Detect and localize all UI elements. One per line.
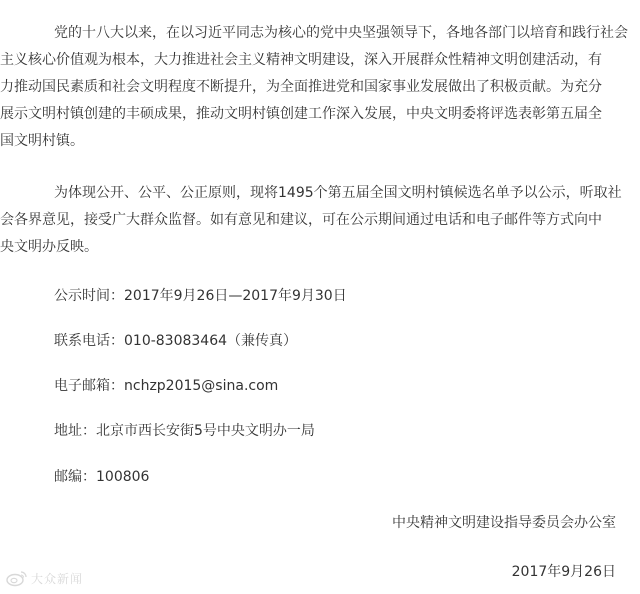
text-line: 党的十八大以来，在以习近平同志为核心的党中央坚强领导下，各地各部门以培育和践行社会 bbox=[54, 25, 628, 41]
contact-address: 地址：北京市西长安街5号中央文明办一局 bbox=[54, 423, 315, 439]
paragraph-announcement bbox=[0, 180, 622, 261]
text-line: 央文明办反映。 bbox=[0, 239, 98, 255]
contact-email: 电子邮箱：nchzp2015@sina.com bbox=[54, 378, 279, 394]
text-line: 展示文明村镇创建的丰硕成果，推动文明村镇创建工作深入发展，中央文明委将评选表彰第五届全 bbox=[0, 106, 602, 122]
signature-org: 中央精神文明建设指导委员会办公室 bbox=[392, 515, 616, 531]
watermark-text: 大众新闻 bbox=[31, 571, 84, 586]
watermark bbox=[6, 568, 83, 588]
paragraph-intro bbox=[0, 20, 628, 155]
text-line: 主义核心价值观为根本，大力推进社会主义精神文明建设，深入开展群众性精神文明创建活动，有 bbox=[0, 52, 602, 68]
postal-code: 邮编：100806 bbox=[54, 469, 150, 485]
text-line: 为体现公开、公平、公正原则，现将1495个第五届全国文明村镇候选名单予以公示，听取社 bbox=[54, 185, 622, 201]
publicity-period: 公示时间：2017年9月26日—2017年9月30日 bbox=[54, 288, 347, 304]
signature-date: 2017年9月26日 bbox=[511, 564, 616, 580]
text-line: 会各界意见，接受广大群众监督。如有意见和建议，可在公示期间通过电话和电子邮件等方式向中 bbox=[0, 212, 602, 228]
text-line: 国文明村镇。 bbox=[0, 133, 84, 149]
weibo-logo-icon bbox=[6, 569, 28, 587]
contact-phone: 联系电话：010-83083464（兼传真） bbox=[54, 333, 298, 349]
text-line: 力推动国民素质和社会文明程度不断提升，为全面推进党和国家事业发展做出了积极贡献。为充分 bbox=[0, 79, 602, 95]
